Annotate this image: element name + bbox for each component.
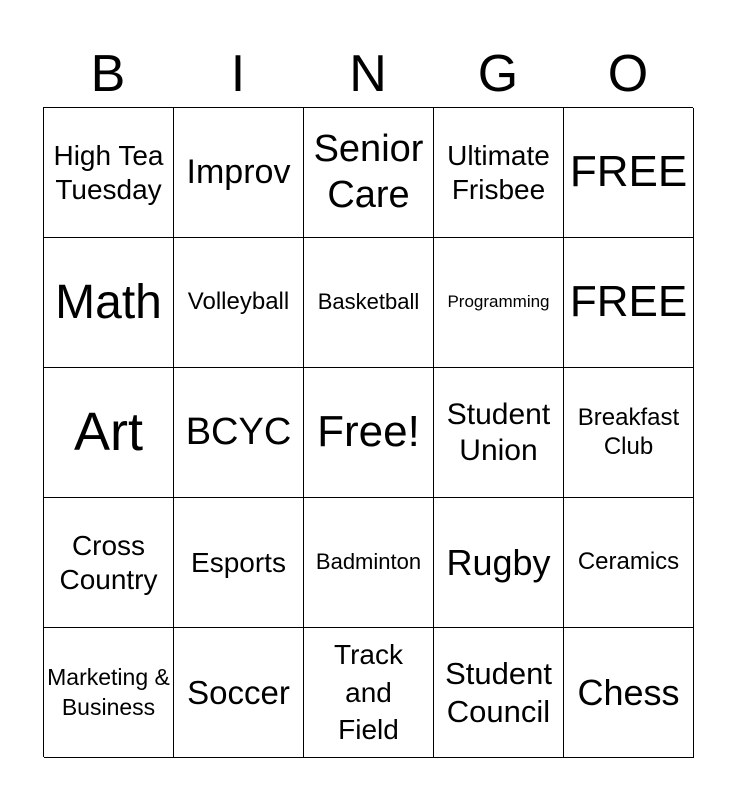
cell-label: Badminton — [315, 549, 422, 575]
bingo-cell[interactable] — [304, 238, 434, 368]
cell-label: Rugby — [446, 541, 551, 583]
bingo-cell[interactable] — [434, 238, 564, 368]
cell-label: Soccer — [187, 673, 290, 711]
bingo-cell[interactable] — [174, 498, 304, 628]
cell-label: High Tea Tuesday — [53, 139, 164, 205]
header-letter-g: G — [477, 45, 519, 103]
cell-label: Senior Care — [313, 127, 424, 216]
cell-label: Student Council — [445, 656, 552, 729]
cell-label: Marketing & Business — [47, 663, 170, 720]
cell-label: Ceramics — [577, 548, 680, 576]
bingo-cell[interactable] — [44, 108, 174, 238]
bingo-cell[interactable] — [174, 628, 304, 758]
bingo-cell[interactable] — [174, 368, 304, 498]
bingo-cell[interactable] — [44, 238, 174, 368]
cell-label: Basketball — [317, 289, 420, 315]
cell-label: Volleyball — [187, 288, 290, 316]
header-letter-b: B — [90, 45, 126, 103]
bingo-cell[interactable] — [564, 238, 694, 368]
bingo-board — [43, 107, 693, 757]
header-letter-n: N — [349, 45, 387, 103]
cell-label: Track and Field — [334, 638, 403, 746]
bingo-cell[interactable] — [304, 368, 434, 498]
cell-label: Ultimate Frisbee — [447, 139, 550, 205]
cell-label: Free! — [317, 407, 420, 457]
bingo-cell[interactable] — [564, 108, 694, 238]
cell-label: Chess — [577, 671, 680, 713]
bingo-cell[interactable] — [564, 628, 694, 758]
bingo-cell[interactable] — [174, 238, 304, 368]
cell-label: Improv — [186, 153, 291, 192]
cell-label: Esports — [191, 546, 286, 578]
header-letter-o: O — [607, 45, 649, 103]
cell-label: Cross Country — [59, 529, 158, 595]
bingo-cell[interactable] — [44, 368, 174, 498]
cell-label: Breakfast Club — [577, 403, 680, 460]
bingo-cell[interactable] — [434, 498, 564, 628]
cell-label: Programming — [447, 292, 550, 312]
cell-label: Math — [55, 275, 162, 329]
bingo-cell[interactable] — [304, 628, 434, 758]
cell-label: Student Union — [446, 397, 551, 467]
bingo-cell[interactable] — [434, 368, 564, 498]
bingo-cell[interactable] — [434, 108, 564, 238]
cell-label: Art — [73, 402, 143, 463]
cell-label: BCYC — [185, 410, 292, 453]
bingo-cell[interactable] — [44, 628, 174, 758]
bingo-cell[interactable] — [174, 108, 304, 238]
bingo-cell[interactable] — [304, 498, 434, 628]
bingo-cell[interactable] — [564, 498, 694, 628]
bingo-cell[interactable] — [304, 108, 434, 238]
bingo-cell[interactable] — [44, 498, 174, 628]
bingo-cell[interactable] — [434, 628, 564, 758]
cell-label: FREE — [569, 277, 688, 327]
cell-label: FREE — [569, 147, 688, 197]
header-letter-i: I — [230, 45, 246, 103]
bingo-header — [43, 40, 693, 108]
bingo-cell[interactable] — [564, 368, 694, 498]
